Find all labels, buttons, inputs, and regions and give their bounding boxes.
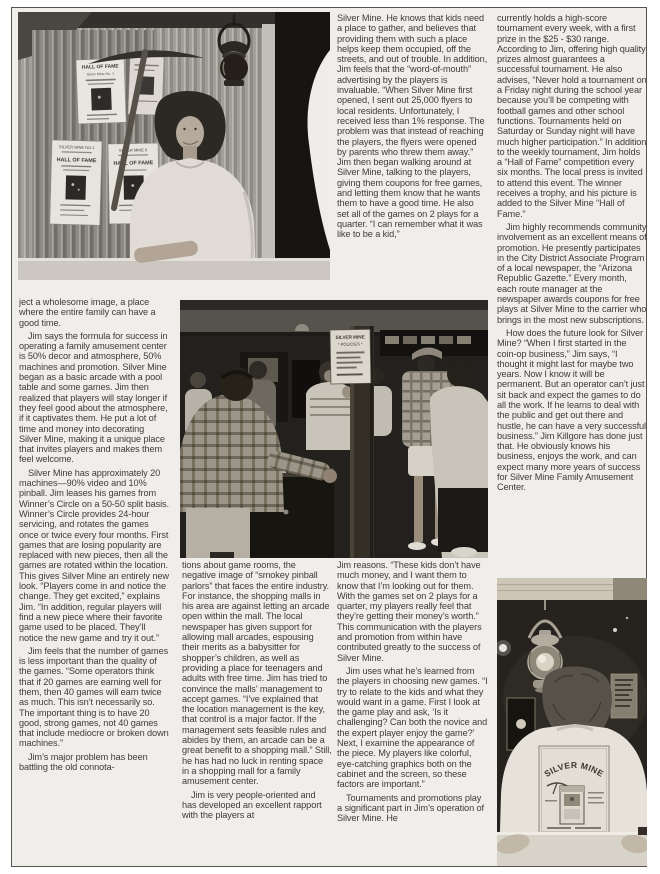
paragraph: Jim highly recommends community involvement as an excellent means of promotion. He presently participates in the City District Associate Program of a local newspaper, the “Arizona Republic Gazette.” Every month, each route manager at the newspaper awards coupons for free plays at Silver Mine to the carrier who brings in the most new subscriptions. [497,221,647,325]
paragraph: How does the future look for Silver Mine? “When I first started in the coin-op business,” Jim says, “I thought it might last for maybe two years. Now I know it will be permanent. But an operator can’t just sit back and expect the games to do all the work. If he learns to deal with the public and get out there and hustle, he can have a very successful business.” Jim Killgore has done just that. He obviously knows his business, enjoys the work, and can expect many more years of success for Silver Mine Family Amusement Center. [497,327,646,493]
poster-subtitle: Silver Mine No. 1 [86,71,115,77]
paragraph: Jim says the formula for success in operating a family amusement center is 50% decor and atmosphere, 50% machines and promotion. Silver Mine began as a basic arcade with a pool table and some games. Jim then realized that players will stay longer if they feel good about the atmosphere, if it captivates them. He put a lot of time and money into decorating Silver Mine, making it a unique place that invites players and makes them feel welcome. [19,330,168,465]
wood-beam [497,578,647,600]
poster-subtitle: HALL OF FAME [113,160,154,167]
text-column-3-top [337,13,488,297]
metal-strip [262,24,275,280]
poster-title: SILVER MINE NO.1 [59,144,95,151]
text-column-1 [19,297,169,865]
paragraph: currently holds a high-score tournament every week, with a first prize in the $25 - $30 range. According to Jim, offering high quality prizes almost guarantees a successful tournament. He also advises, “Never hold a tournament on a Friday night during the school year because you’ll be competing with football games and other school functions. Tournaments held on Saturday or Sunday night will have much higher participation.” In addition to the weekly tournament, Jim holds a “Hall of Fame” competition every six months. The local press is invited to attend this event. The winner receives a trophy, and his picture is added to the Silver Mine “Hall of Fame.” [497,13,647,219]
text-column-4 [497,13,647,575]
face [176,116,204,150]
hall-of-fame-poster-2 [50,140,102,225]
hall-of-fame-poster-1 [76,58,126,124]
policies-sign [330,329,371,384]
poster-title: SILVER MINE II [118,147,148,153]
paragraph: Jim reasons. “These kids don’t have much money, and I want them to know that I’m looking out for them. With the games set on 2 plays for a quarter, my players really feel that they’re getting their money’s worth.” This communication with the players and promotion from within have contributed greatly to the success of Silver Mine. [337,560,482,663]
sign-line-1: SILVER MINE [335,334,365,340]
shirt-caption-line [575,827,601,829]
shirt-print [539,746,609,834]
poster-title: HALL OF FAME [81,63,119,71]
paragraph: Jim feels that the number of games is less important than the quality of the games. “Some operators think that if 20 games are earning well for them, then 40 games will earn twice as much. This isn’t necessarily so. The important thing is to have 20 good, strong games, not 40 games that include mediocre or broken down machines.” [19,645,169,749]
photo-arcade-interior [180,300,488,558]
text-column-2 [182,560,332,866]
paragraph: tions about game rooms, the negative image of “smokey pinball parlors” that faces the entire industry. For instance, the shopping malls in his area are against letting an arcade open within the mall. The local newspaper has given support for allowing mall arcades, espousing their merits as a babysitter for shopper’s children, as well as providing a place for teenagers and adults with free time. Jim has tried to convince the malls’ management to accept games. “I’ve explained that the location management is the key, that control is a major factor. If the management sets feasible rules and abides by them, an arcade can be a great benefit to a shopping mall.” Still, he has had no luck in renting space in a shopping mall for a family amusement center. [182,560,332,787]
paragraph: Jim is very people-oriented and has developed an excellent rapport with the players at [182,789,322,821]
photo-arcade-owner [18,12,330,280]
wall-sign [611,674,637,718]
poster-subtitle: HALL OF FAME [56,157,97,165]
paragraph: Silver Mine has approximately 20 machines—90% video and 10% pinball. Jim leases his games from Winner’s Circle on a 50-50 split basis. Winner’s Circle provides 24-hour servicing, and rotates the games once or twice every four months. First games that are losing popularity are replaced with new pieces, then all the games are rotated within the location. This gives Silver Mine an entirely new look. “Players come in and notice the change. They get excited,” explains Jim. “In addition, regular players will find a new piece where their favorite game used to be placed. They’ll notice the new game and try it out.” [19,467,169,643]
text-column-3-bottom [337,560,488,866]
sign-line-2: * POLICIES * [337,341,363,347]
paragraph: Tournaments and promotions play a significant part in Jim’s operation of Silver Mine. He [337,792,484,824]
paragraph: Jim’s major problem has been battling the old connota- [19,751,148,773]
arcade-cabinet-graphic [560,786,584,824]
glow-dot [499,644,507,652]
counter [18,258,330,280]
photo-silver-mine-shirt [497,578,647,866]
shirt-caption-line [547,827,571,829]
shirt-arc-text: SILVER MINE [542,759,606,779]
paragraph: Silver Mine. He knows that kids need a place to gather, and believes that providing them with such a place helps keep them occupied, off the streets, and out of trouble. In addition, Jim feels that the “word-of-mouth” advertising by the players is invaluable. “When Silver Mine first opened, I sent out 25,000 flyers to local residents. Unfortunately, I received less than 1% response. The problem was that instead of reaching the players, the flyers were opened by parents who threw them away.” Jim then began walking around at Silver Mine, talking to the players, giving them coupons for free games, and letting them know that he wants them to have a good time. He also set all of the games on 2 plays for a quarter. “I can remember what it was like to be a kid,” [337,13,488,240]
paragraph: Jim uses what he’s learned from the players in choosing new games. “I try to relate to the kids and what they would want in a game. First I look at the game play and ask, ‘Is it challenging? Can both the novice and the expert player enjoy the game?’ Next, I examine the appearance of the piece. My players like colorful, eye-catching graphics both on the cabinet and the screen, so these factors are important.” [337,665,488,790]
paragraph: ject a wholesome image, a place where the entire family can have a good time. [19,297,156,328]
